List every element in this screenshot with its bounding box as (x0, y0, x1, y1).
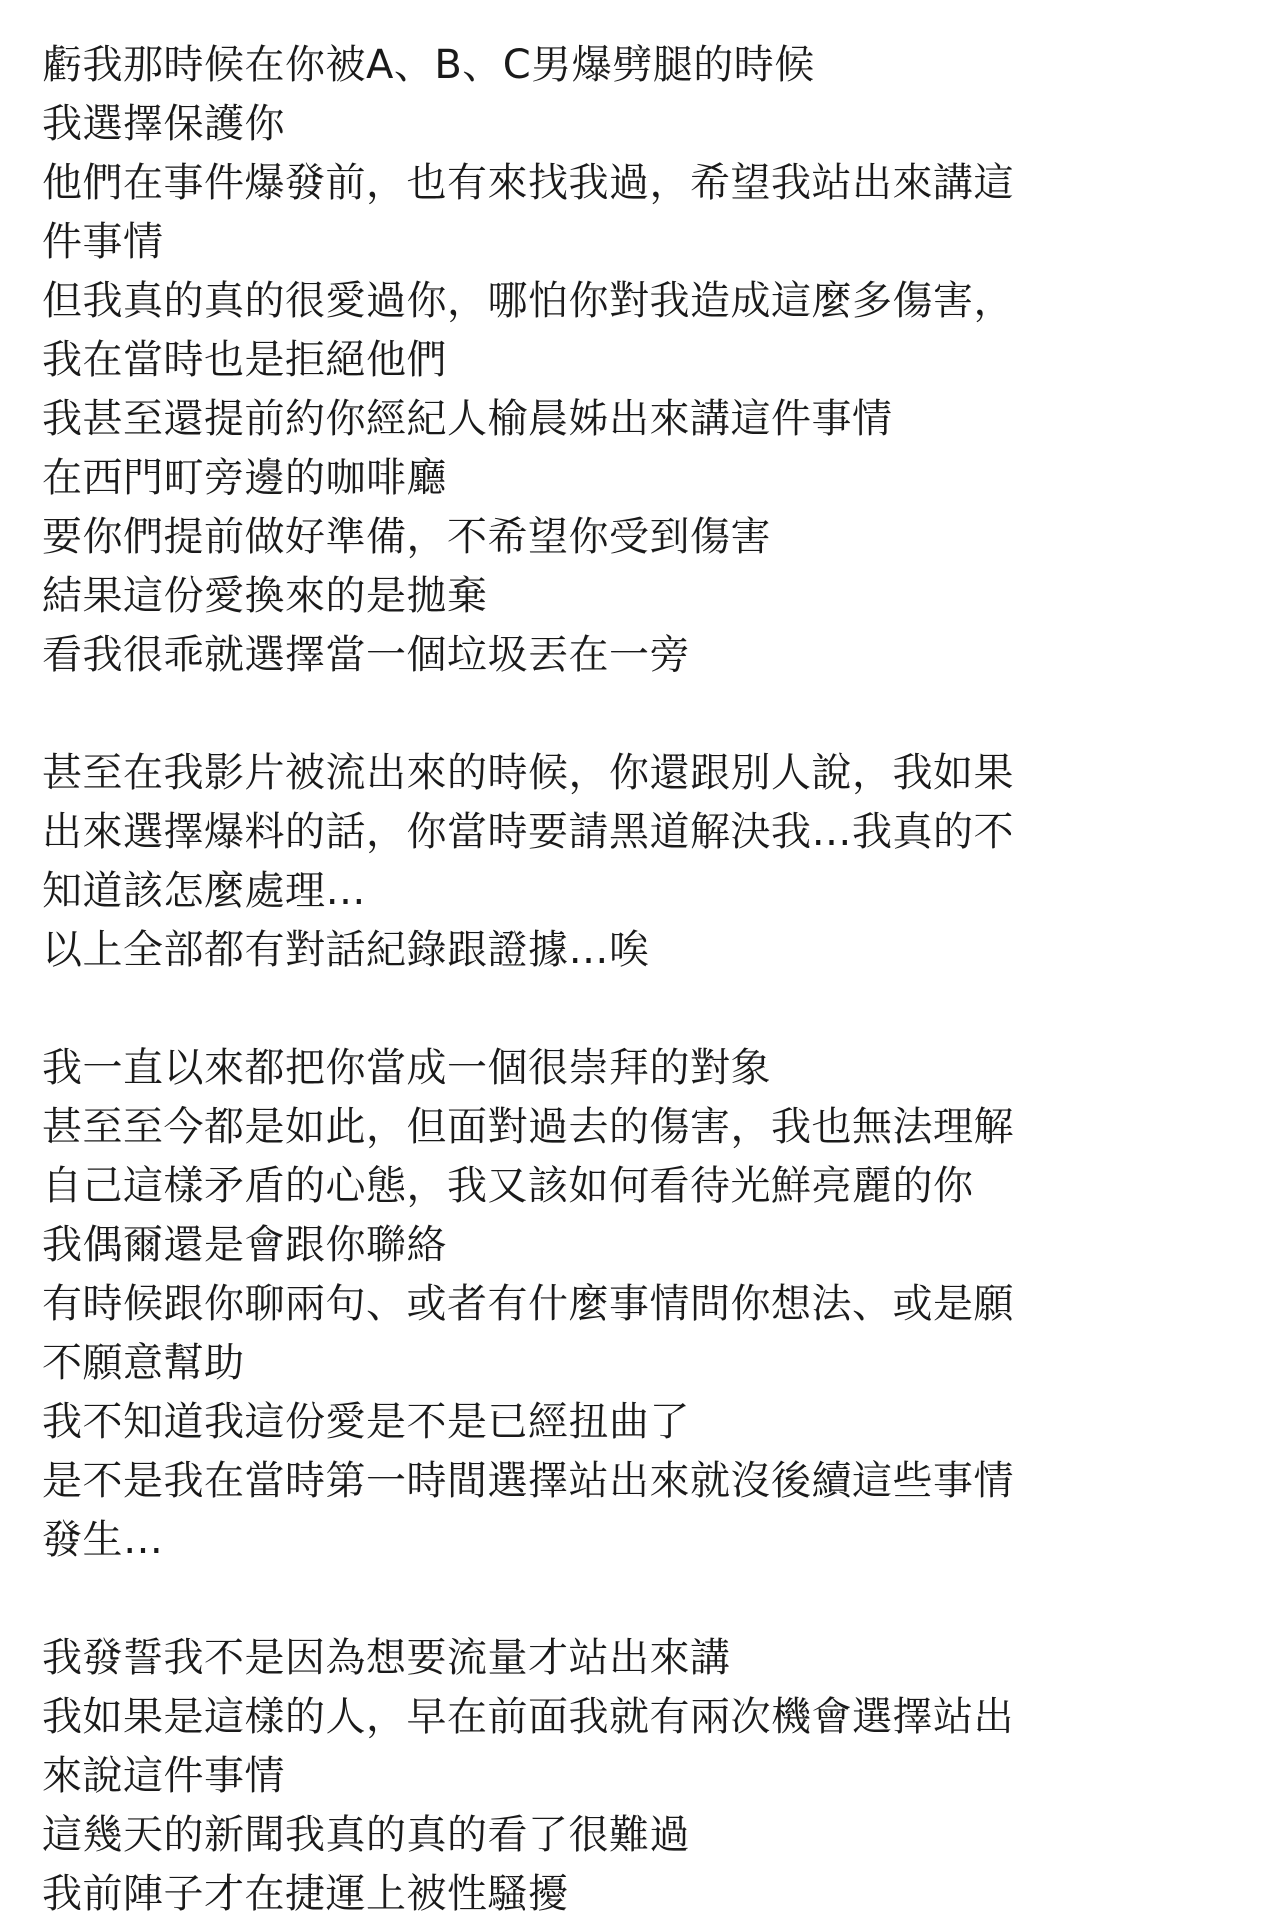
text-line: 不願意幫助 (42, 1340, 245, 1386)
text-line: 我一直以來都把你當成一個很崇拜的對象 (42, 1045, 771, 1091)
text-line: 在西門町旁邊的咖啡廳 (42, 455, 447, 501)
post-text-body (42, 36, 1257, 1924)
text-line: 我偶爾還是會跟你聯絡 (42, 1222, 447, 1268)
paragraph-spacer (42, 1570, 1257, 1629)
text-line: 結果這份愛換來的是拋棄 (42, 573, 488, 619)
text-line: 來說這件事情 (42, 1753, 285, 1799)
paragraph (42, 36, 1257, 685)
text-line: 我在當時也是拒絕他們 (42, 337, 447, 383)
text-line: 知道該怎麼處理… (42, 868, 366, 914)
text-line: 看我很乖就選擇當一個垃圾丟在一旁 (42, 632, 690, 678)
text-line: 甚至在我影片被流出來的時候，你還跟別人說，我如果 (42, 750, 1014, 796)
paragraph (42, 1039, 1257, 1570)
text-line: 但我真的真的很愛過你，哪怕你對我造成這麼多傷害， (42, 278, 1014, 324)
text-line: 有時候跟你聊兩句、或者有什麼事情問你想法、或是願 (42, 1281, 1014, 1327)
text-line: 件事情 (42, 219, 164, 265)
text-line: 我如果是這樣的人，早在前面我就有兩次機會選擇站出 (42, 1694, 1014, 1740)
text-line: 甚至至今都是如此，但面對過去的傷害，我也無法理解 (42, 1104, 1014, 1150)
text-line: 我選擇保護你 (42, 101, 285, 147)
text-line: 自己這樣矛盾的心態，我又該如何看待光鮮亮麗的你 (42, 1163, 974, 1209)
text-line: 是不是我在當時第一時間選擇站出來就沒後續這些事情 (42, 1458, 1014, 1504)
paragraph-spacer (42, 685, 1257, 744)
text-line: 要你們提前做好準備，不希望你受到傷害 (42, 514, 771, 560)
text-line: 我不知道我這份愛是不是已經扭曲了 (42, 1399, 690, 1445)
paragraph-spacer (42, 980, 1257, 1039)
text-line: 我甚至還提前約你經紀人榆晨姊出來講這件事情 (42, 396, 893, 442)
text-line: 出來選擇爆料的話，你當時要請黑道解決我…我真的不 (42, 809, 1014, 855)
text-line: 發生… (42, 1517, 164, 1563)
text-line: 我發誓我不是因為想要流量才站出來講 (42, 1635, 731, 1681)
text-line: 以上全部都有對話紀錄跟證據…唉 (42, 927, 650, 973)
text-line: 這幾天的新聞我真的真的看了很難過 (42, 1812, 690, 1858)
paragraph (42, 1629, 1257, 1924)
paragraph (42, 744, 1257, 980)
text-line: 虧我那時候在你被A、B、C男爆劈腿的時候 (42, 42, 815, 88)
text-line: 他們在事件爆發前，也有來找我過，希望我站出來講這 (42, 160, 1014, 206)
text-line: 我前陣子才在捷運上被性騷擾 (42, 1871, 569, 1917)
